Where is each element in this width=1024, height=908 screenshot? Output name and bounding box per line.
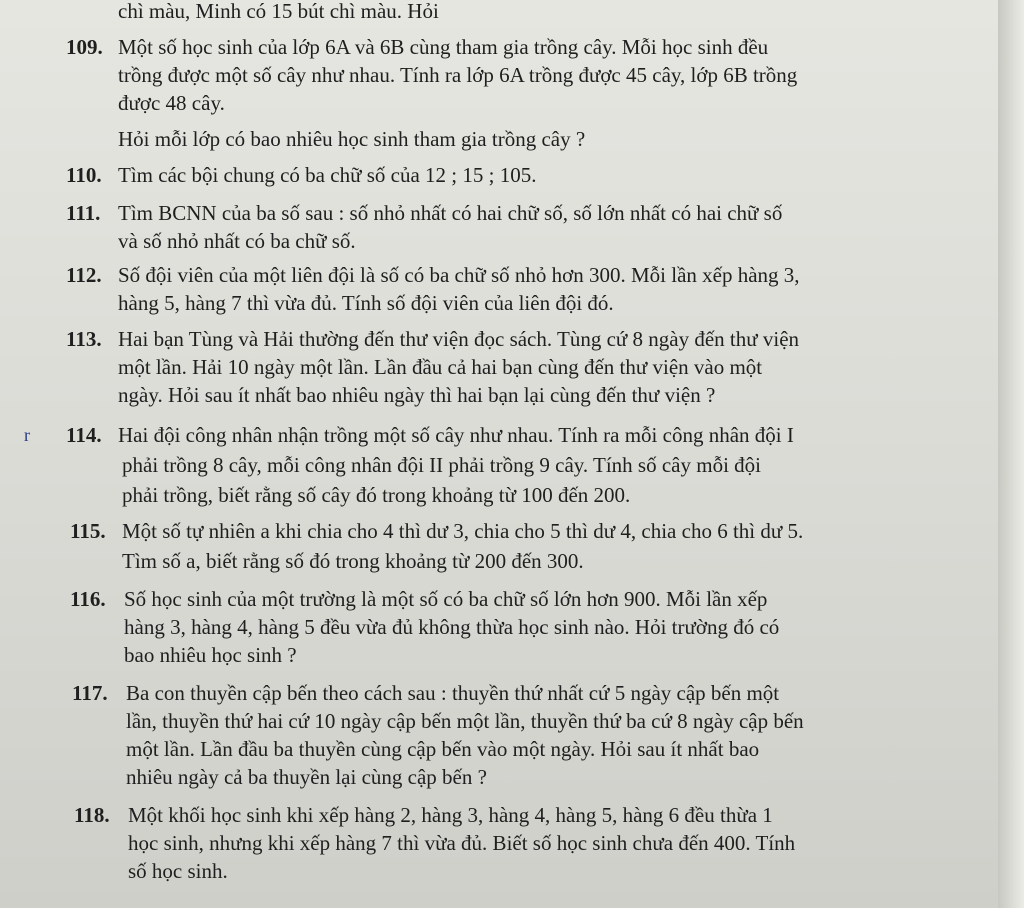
exercise-number: 114. bbox=[66, 423, 102, 447]
exercise-text: Hỏi mỗi lớp có bao nhiêu học sinh tham gia trồng cây ? bbox=[118, 127, 586, 151]
exercise-109-line2 bbox=[0, 60, 1024, 90]
exercise-text: và số nhỏ nhất có ba chữ số. bbox=[118, 229, 356, 253]
exercise-number: 109. bbox=[66, 35, 103, 59]
exercise-114-line2 bbox=[0, 450, 1024, 480]
exercise-text: phải trồng 8 cây, mỗi công nhân đội II phải trồng 9 cây. Tính số cây mỗi đội bbox=[122, 453, 762, 477]
exercise-text: hàng 3, hàng 4, hàng 5 đều vừa đủ không thừa học sinh nào. Hỏi trường đó có bbox=[124, 615, 780, 639]
exercise-text: số học sinh. bbox=[128, 859, 228, 883]
exercise-number: 110. bbox=[66, 163, 102, 187]
exercise-111 bbox=[0, 198, 1024, 228]
top-partial-text: chì màu, Minh có 15 bút chì màu. Hỏi bbox=[118, 0, 439, 23]
exercise-109-line3 bbox=[0, 88, 1024, 118]
exercise-number: 118. bbox=[74, 803, 110, 827]
exercise-number: 115. bbox=[70, 519, 106, 543]
exercise-text: Hai đội công nhân nhận trồng một số cây như nhau. Tính ra mỗi công nhân đội I bbox=[118, 423, 794, 447]
exercise-text: Một số tự nhiên a khi chia cho 4 thì dư 3, chia cho 5 thì dư 4, chia cho 6 thì dư 5. bbox=[122, 519, 804, 543]
exercise-117 bbox=[0, 678, 1024, 708]
exercise-113-line3 bbox=[0, 380, 1024, 410]
exercise-113 bbox=[0, 324, 1024, 354]
exercise-117-line4 bbox=[0, 762, 1024, 792]
exercise-116-line2 bbox=[0, 612, 1024, 642]
exercise-text: Ba con thuyền cập bến theo cách sau : thuyền thứ nhất cứ 5 ngày cập bến một bbox=[126, 681, 780, 705]
exercise-114-line3 bbox=[0, 480, 1024, 510]
exercise-number: 113. bbox=[66, 327, 102, 351]
exercise-text: Tìm các bội chung có ba chữ số của 12 ; 15 ; 105. bbox=[118, 163, 537, 187]
exercise-text: một lần. Hải 10 ngày một lần. Lần đầu cả hai bạn cùng đến thư viện vào một bbox=[118, 355, 763, 379]
exercise-118 bbox=[0, 800, 1024, 830]
exercise-112 bbox=[0, 260, 1024, 290]
top-partial-line bbox=[0, 0, 1024, 26]
exercise-109 bbox=[0, 32, 1024, 62]
exercise-number: 116. bbox=[70, 587, 106, 611]
exercise-text: ngày. Hỏi sau ít nhất bao nhiêu ngày thì hai bạn lại cùng đến thư viện ? bbox=[118, 383, 716, 407]
exercise-text: một lần. Lần đầu ba thuyền cùng cập bến vào một ngày. Hỏi sau ít nhất bao bbox=[126, 737, 760, 761]
exercise-text: hàng 5, hàng 7 thì vừa đủ. Tính số đội viên của liên đội đó. bbox=[118, 291, 614, 315]
exercise-text: Số đội viên của một liên đội là số có ba chữ số nhỏ hơn 300. Mỗi lần xếp hàng 3, bbox=[118, 263, 800, 287]
exercise-text: Tìm BCNN của ba số sau : số nhỏ nhất có hai chữ số, số lớn nhất có hai chữ số bbox=[118, 201, 783, 225]
exercise-text: học sinh, nhưng khi xếp hàng 7 thì vừa đủ. Biết số học sinh chưa đến 400. Tính bbox=[128, 831, 796, 855]
exercise-text: nhiêu ngày cả ba thuyền lại cùng cập bến ? bbox=[126, 765, 487, 789]
exercise-text: trồng được một số cây như nhau. Tính ra lớp 6A trồng được 45 cây, lớp 6B trồng bbox=[118, 63, 798, 87]
exercise-number: 117. bbox=[72, 681, 108, 705]
exercise-111-line2 bbox=[0, 226, 1024, 256]
exercise-116 bbox=[0, 584, 1024, 614]
exercise-text: được 48 cây. bbox=[118, 91, 225, 115]
exercise-text: Số học sinh của một trường là một số có ba chữ số lớn hơn 900. Mỗi lần xếp bbox=[124, 587, 768, 611]
exercise-text: Một số học sinh của lớp 6A và 6B cùng tham gia trồng cây. Mỗi học sinh đều bbox=[118, 35, 769, 59]
exercise-114 bbox=[0, 420, 1024, 450]
exercise-116-line3 bbox=[0, 640, 1024, 670]
exercise-text: lần, thuyền thứ hai cứ 10 ngày cập bến một lần, thuyền thứ ba cứ 8 ngày cập bến bbox=[126, 709, 804, 733]
exercise-text: phải trồng, biết rằng số cây đó trong khoảng từ 100 đến 200. bbox=[122, 483, 631, 507]
pen-mark: r bbox=[24, 425, 30, 445]
exercise-text: Hai bạn Tùng và Hải thường đến thư viện đọc sách. Tùng cứ 8 ngày đến thư viện bbox=[118, 327, 800, 351]
exercise-number: 111. bbox=[66, 201, 101, 225]
exercise-117-line2 bbox=[0, 706, 1024, 736]
exercise-115-line2 bbox=[0, 546, 1024, 576]
exercise-text: Một khối học sinh khi xếp hàng 2, hàng 3, hàng 4, hàng 5, hàng 6 đều thừa 1 bbox=[128, 803, 773, 827]
exercise-112-line2 bbox=[0, 288, 1024, 318]
exercise-113-line2 bbox=[0, 352, 1024, 382]
exercise-text: Tìm số a, biết rằng số đó trong khoảng từ 200 đến 300. bbox=[122, 549, 584, 573]
exercise-number: 112. bbox=[66, 263, 102, 287]
exercise-109-question bbox=[0, 124, 1024, 154]
exercise-117-line3 bbox=[0, 734, 1024, 764]
exercise-115 bbox=[0, 516, 1024, 546]
exercise-110 bbox=[0, 160, 1024, 190]
exercise-text: bao nhiêu học sinh ? bbox=[124, 643, 297, 667]
exercise-118-line3 bbox=[0, 856, 1024, 886]
exercise-118-line2 bbox=[0, 828, 1024, 858]
